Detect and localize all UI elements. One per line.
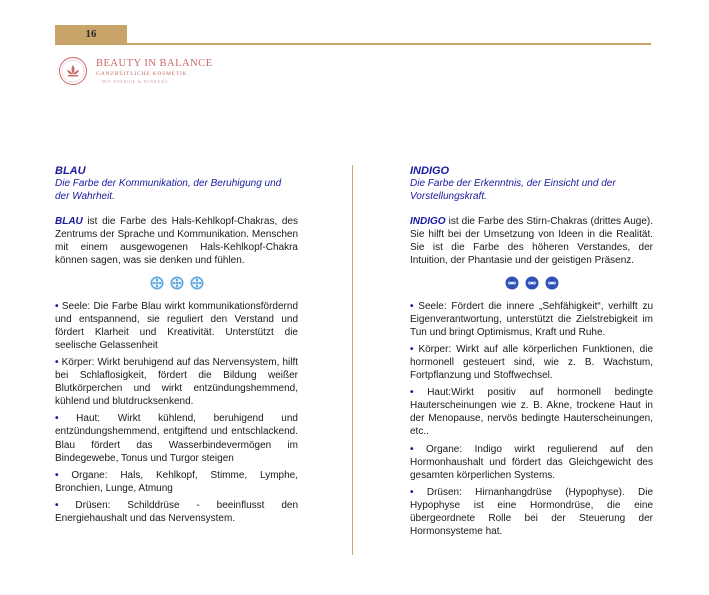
section-heading: BLAU <box>55 165 86 177</box>
intro-text: ist die Farbe des Stirn-Chakras (drittes Auge). Sie hilft bei der Umsetzung von Ideen in die Realität. Sie ist die Farbe des höheren Verstandes, der Intuition, der Phantasie und der geistigen Präsenz. <box>410 216 653 267</box>
list-item: • Haut:Wirkt positiv auf hormonell bedingte Hauterscheinungen wie z. B. Akne, trockene Haut in der Menopause, nervös bedingte Hauterscheinungen, etc.. <box>410 387 654 438</box>
list-item: • Körper: Wirkt beruhigend auf das Nervensystem, hilft bei Schlaflosigkeit, fördert die Bildung weißer Blutkörperchen und wirkt entzündungshemmend, kühlend und blutdrucksenkend. <box>55 356 299 408</box>
section-subtitle: Die Farbe der Erkenntnis, der Einsicht und der Vorstellungskraft. <box>410 178 616 202</box>
indigo-chakra-icon <box>545 276 559 290</box>
header-rule <box>55 43 651 45</box>
list-item: • Organe: Indigo wirkt regulierend auf den Hormonhaushalt und fördert das Gleichgewicht des gesamten körperlichen Systems. <box>410 443 653 481</box>
page-number: 16 <box>55 25 127 43</box>
blue-flower-icon <box>150 276 164 290</box>
list-item: • Körper: Wirkt auf alle körperlichen Funktionen, die hormonell gesteuert sind, wie z. B. Wachstum, Fortpflanzung und Stoffwechsel. <box>410 343 654 382</box>
blue-flower-icon <box>190 276 204 290</box>
section-subtitle: Die Farbe der Kommunikation, der Beruhigung und der Wahrheit. <box>55 178 282 202</box>
intro-paragraph <box>55 215 298 267</box>
column-blau <box>55 165 298 529</box>
symbol-row <box>55 276 298 290</box>
lotus-logo-icon <box>58 56 88 86</box>
list-item: • Drüsen: Hirnanhangdrüse (Hypophyse). Die Hypophyse ist eine Hormondrüse, die eine übergeordnete Rolle bei der Steuerung der Hormonsysteme hat. <box>410 486 654 538</box>
intro-text: ist die Farbe des Hals-Kehlkopf-Chakras, des Zentrums der Sprache und Kommunikation. Menschen mit einem ausgewogenen Hals-Kehlkopf-Chakra können sagen, was sie denken und fühlen. <box>55 216 298 267</box>
list-item: • Drüsen: Schilddrüse - beeinflusst den Energiehaushalt und das Nervensystem. <box>55 499 299 524</box>
symbol-row <box>410 276 653 290</box>
indigo-chakra-icon <box>505 276 519 290</box>
blue-flower-icon <box>170 276 184 290</box>
logo <box>58 56 218 86</box>
logo-subtitle: GANZHEITLICHE KOSMETIK <box>96 71 188 77</box>
intro-paragraph <box>410 215 653 267</box>
section-heading: INDIGO <box>410 165 450 177</box>
column-divider <box>352 165 353 555</box>
column-indigo <box>410 165 653 542</box>
list-item: • Organe: Hals, Kehlkopf, Stimme, Lymphe, Bronchien, Lunge, Atmung <box>55 469 298 494</box>
list-item: • Seele: Fördert die innere „Sehfähigkeit“, verhilft zu Eigenverantwortung, unterstützt die Zielstrebigkeit im Tun und bringt Optimismus, Kraft und Ruhe. <box>410 300 654 338</box>
logo-title: BEAUTY IN BALANCE <box>96 58 213 69</box>
intro-keyword: BLAU <box>55 216 83 228</box>
indigo-chakra-icon <box>525 276 539 290</box>
list-item: • Haut: Wirkt kühlend, beruhigend und entzündungshemmend, entgiftend und entschlackend. Blau fördert das Wasserbindevermögen im Bindegewebe, Tonus und Turgor steigen <box>55 413 298 464</box>
list-item: • Seele: Die Farbe Blau wirkt kommunikationsfördernd und entspannend, sie reguliert den Verstand und fördert Klarheit und Kreativität. Unterstützt die seelische Gelassenheit <box>55 300 299 351</box>
logo-tagline: MIT ENERGIE & WIRKUNG <box>102 79 169 84</box>
intro-keyword: INDIGO <box>410 216 446 228</box>
